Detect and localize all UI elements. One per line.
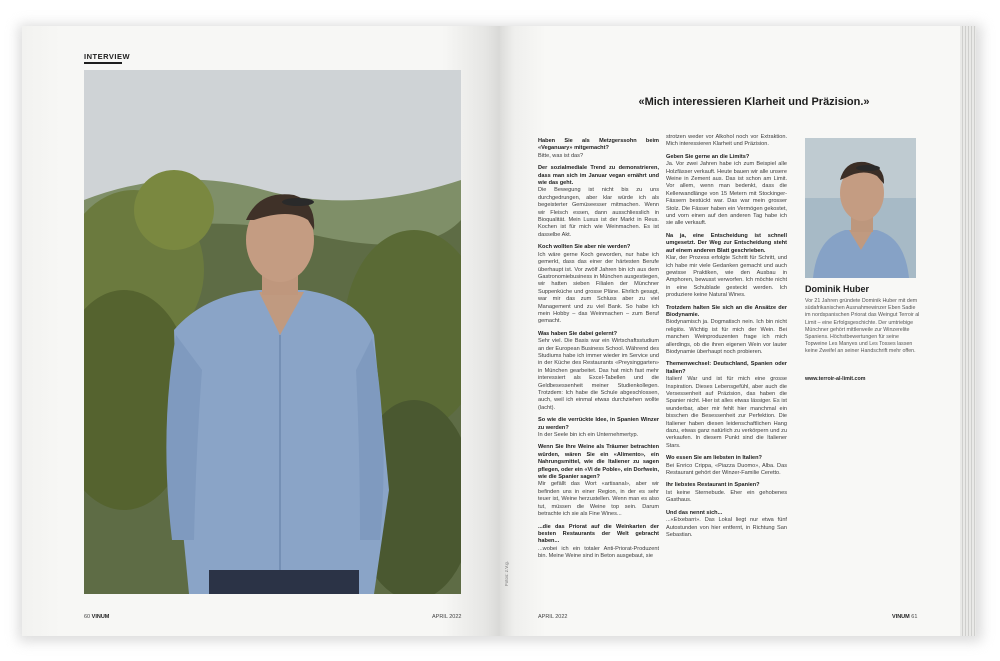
text-column-1	[538, 138, 659, 566]
photo-illustration	[84, 70, 461, 594]
answer: Die Bewegung ist nicht bis zu uns durchgedrungen, aber klar würde ich als begeisterter Gemüseesser mitmachen. Wenn wir Fleisch essen, dann ausschliesslich in Bioqualität. Mein Luxus ist der Markt in Reus. Kochen ist für mich wie Weinmachen. Es ist dasselbe Akt.	[538, 187, 659, 238]
right-page	[500, 26, 960, 636]
right-folio	[892, 614, 917, 620]
left-date: APRIL 2022	[432, 614, 462, 620]
answer: Mir gefällt das Wort «artisanal», aber wir befinden uns in einer Region, in der es sehr teuer ist, Weine herzustellen. Wenn man es also tut, müssen die Weine top sein. Darum betrachte ich sie als Fine Wines...	[538, 481, 659, 518]
right-magazine-name: VINUM	[892, 614, 910, 620]
answer: In der Seele bin ich ein Unternehmertyp.	[538, 432, 639, 439]
answer: Sehr viel. Die Basis war ein Wirtschaftsstudium an der European Business School. Während des Studiums habe ich immer wieder im Service und in der Küche des Restaurants «Preysinggarten» in München gearbeitet. Das hat mich fast mehr interessiert als Excel-Tabellen und die Geldbesessenheit meiner Studienkollegen. Trotzdem: Ich habe die Schule abgeschlossen, auch, weil ich einmal etwas durchziehen wollte (lacht).	[538, 338, 659, 411]
headline: «Mich interessieren Klarheit und Präzision.»	[638, 96, 870, 108]
answer: ...wobei ich ein totaler Anti-Priorat-Produzent bin. Meine Weine sind in Beton ausgebaut, sie	[538, 545, 659, 560]
left-folio	[84, 614, 109, 620]
portrait-photo-small	[805, 138, 916, 278]
question: Der sozialmediale Trend zu demonstrieren, dass man sich im Januar vegan ernährt und wie das geht.	[538, 165, 659, 187]
question: Themenwechsel: Deutschland, Spanien oder Italien?	[666, 361, 787, 375]
question: Wenn Sie Ihre Weine als Träumer betrachten würden, wären Sie ein «Alimento», ein Nahrungsmittel, wie die Italiener zu sagen pflegen, oder ein «Vi de Poble», ein Dorfwein, wie die Spanier sagen?	[538, 444, 659, 481]
left-page	[22, 26, 500, 636]
portrait-illustration	[805, 138, 916, 278]
question: Geben Sie gerne an die Limits?	[666, 153, 750, 160]
page-edges	[960, 26, 976, 636]
answer: Ich wäre gerne Koch geworden, nur habe ich gemerkt, dass das einer der härtesten Berufe überhaupt ist. Vor zwölf Jahren bin ich aus dem Gastronomiebusiness in München ausgestiegen, wir hatten sieben Filialen der Münchner Suppenküche und grosse Pläne. Ehrlich gesagt, war mir das zum Schluss aber zu viel Management und zu viel Bank. So habe ich mein Hobby – das Weinmachen – zum Beruf gemacht.	[538, 251, 659, 325]
question: ...die das Priorat auf die Weinkarten der besten Restaurants der Welt gebracht haben...	[538, 523, 659, 545]
photo-credit: Fotos: z.V.g.	[504, 561, 509, 586]
answer: ...«Etxebarri». Das Lokal liegt nur etwa fünf Autostunden von hier entfernt, in Richtung San Sebastian.	[666, 517, 787, 538]
magazine-spread	[22, 26, 976, 636]
question: Wo essen Sie am liebsten in Italien?	[666, 455, 762, 462]
website-link[interactable]: www.terroir-al-limit.com	[805, 376, 866, 382]
question: Und das nennt sich...	[666, 509, 723, 516]
right-date: APRIL 2022	[538, 614, 568, 620]
question: Trotzdem halten Sie sich an die Ansätze der Biodynamie.	[666, 304, 787, 318]
answer: Bitte, was ist das?	[538, 152, 584, 159]
answer: Klar, der Prozess erfolgte Schritt für Schritt, und ich habe mir viele Gedanken gemacht und auch gewisse Praktiken, wie den Ausbau in Amphoren, bewusst verworfen. Ich möchte nicht in eine Schublade gesteckt werden. Ich produziere keine Natural Wines.	[666, 255, 787, 299]
question: Na ja, eine Entscheidung ist schnell umgesetzt. Der Weg zur Entscheidung steht auf einem anderen Blatt geschrieben.	[666, 232, 787, 254]
question: Haben Sie als Metzgerssohn beim «Veganuary» mitgemacht?	[538, 138, 659, 152]
section-label: INTERVIEW	[84, 52, 131, 61]
bio-name: Dominik Huber	[805, 284, 870, 294]
answer: Ist keine Sternebude. Eher ein gehobenes Gasthaus.	[666, 489, 787, 504]
right-page-number: 61	[911, 614, 918, 620]
bio-text: Vor 21 Jahren gründete Dominik Huber mit dem südafrikanischen Ausnahmewinzer Eben Sadie im nordspanischen Priorat das Weingut Terroir al Limit – eine Erfolgsgeschichte. Der umtriebige Münchner gehört mittlerweile zur Winzerelite Spaniens. Höchstbewertungen für seine Topweine Les Manyes und Les Tosses lassen keine Zweifel an seiner Handschrift mehr offen.	[805, 298, 920, 355]
answer: Biodynamisch ja. Dogmatisch nein. Ich bin nicht religiös. Wichtig ist für mich der Wein. Bei manchen Weinproduzenten frage ich mich allerdings, ob die ihren eigenen Wein vor lauter Biodynamie überhaupt noch probieren.	[666, 319, 787, 355]
question: Was haben Sie dabei gelernt?	[538, 330, 618, 337]
answer: Italien! War und ist für mich eine grosse Inspiration. Dieses Lebensgefühl, aber auch die Versessenheit auf Präzision, das haben die Spanier nicht. Hier ist alles etwas lässiger. Es ist wunderbar, aber mir fehlt hier manchmal ein bisschen die Besessenheit zur Perfektion. Die Italiener haben diesen leidenschaftlichen Hang dazu, etwas ganz natürlich zu verkörpern und zu verkaufen. In diesem Punkt sind die Italiener Stars.	[666, 376, 787, 449]
question: Koch wollten Sie aber nie werden?	[538, 244, 631, 251]
answer: Ja. Vor zwei Jahren habe ich zum Beispiel alle Holzfässer verkauft. Heute bauen wir alle unsere Weine in Zement aus. Das ist schon am Limit. Vor allem, wenn man bedenkt, dass die Kellerwandlänge von 15 Metern mit Stockinger-Fässern bestückt war. Das war mein grosser Stolz. Die Fässer haben ein Vermögen gekostet, und vorn einen auf den anderen Tag habe ich sie alle verkauft.	[666, 161, 787, 227]
portrait-photo-large	[84, 70, 461, 594]
answer: strotzen weder vor Alkohol noch vor Extraktion. Mich interessieren Klarheit und Präzision.	[666, 134, 787, 148]
section-rule	[84, 62, 122, 64]
left-magazine-name: VINUM	[91, 614, 110, 620]
question: So wie die verrückte Idee, in Spanien Winzer zu werden?	[538, 417, 659, 431]
answer: Bei Enrico Crippa, «Piazza Duomo», Alba. Das Restaurant gehört der Winzer-Familie Ceretto.	[666, 462, 787, 477]
question: Ihr liebstes Restaurant in Spanien?	[666, 482, 760, 489]
left-page-number: 60	[84, 614, 91, 620]
text-column-2	[666, 134, 787, 544]
